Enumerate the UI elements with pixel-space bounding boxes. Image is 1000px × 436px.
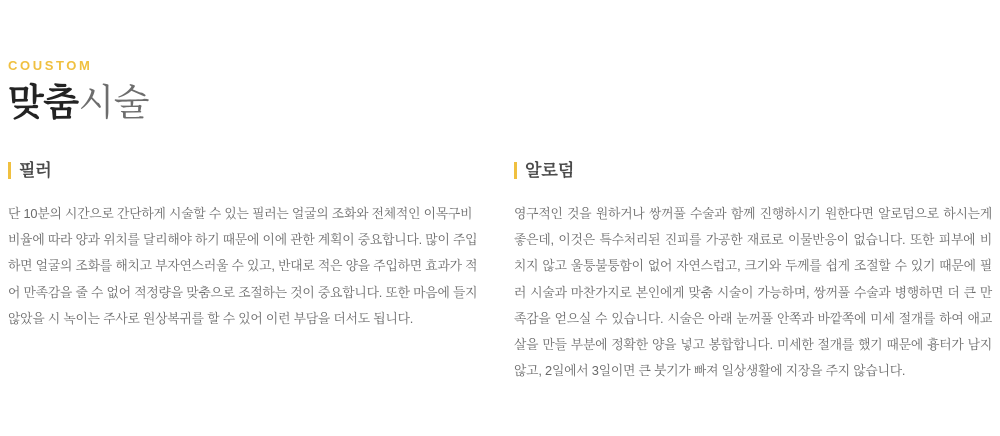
accent-bar-icon: [8, 162, 11, 179]
section-heading-alloderm: [514, 162, 992, 179]
eyebrow-label: COUSTOM: [8, 58, 93, 73]
column-filler: [8, 162, 486, 385]
page-title: [8, 80, 149, 126]
page-title-light: 시술: [78, 81, 149, 123]
section-heading-alloderm-label: 알로덤: [525, 161, 575, 180]
page-title-bold: 맞춤: [8, 81, 79, 123]
section-heading-filler-label: 필러: [19, 161, 52, 180]
content-columns: [8, 162, 992, 385]
column-alloderm: [514, 162, 992, 385]
section-body-filler: 단 10분의 시간으로 간단하게 시술할 수 있는 필러는 얼굴의 조화와 전체적인 이목구비 비율에 따라 양과 위치를 달리해야 하기 때문에 이에 관한 계획이 중요합니다. 많이 주입하면 얼굴의 조화를 해치고 부자연스러울 수 있고, 반대로 적은 양을 주입하면 효과가 적어 만족감을 줄 수 없어 적정량을 맞춤으로 조절하는 것이 중요합니다. 또한 마음에 들지 않았을 시 녹이는 주사로 원상복귀를 할 수 있어 이런 부담을 더서도 됩니다.: [8, 206, 478, 326]
accent-bar-icon: [514, 162, 517, 179]
section-heading-filler: [8, 162, 486, 179]
section-body-alloderm: 영구적인 것을 원하거나 쌍꺼풀 수술과 함께 진행하시기 원한다면 알로덤으로 하시는게 좋은데, 이것은 특수처리된 진피를 가공한 재료로 이물반응이 없습니다. 또한 피부에 비치지 않고 울퉁불퉁함이 없어 자연스럽고, 크기와 두께를 쉽게 조절할 수 있기 때문에 필러 시술과 마찬가지로 본인에게 맞춤 시술이 가능하며, 쌍꺼풀 수술과 병행하면 더 큰 만족감을 얻으실 수 있습니다. 시술은 아래 눈꺼풀 안쪽과 바깥쪽에 미세 절개를 하여 애교살을 만들 부분에 정확한 양을 넣고 봉합합니다. 미세한 절개를 했기 때문에 흉터가 남지 않고, 2일에서 3일이면 큰 붓기가 빠져 일상생활에 지장을 주지 않습니다.: [514, 206, 992, 379]
page-header: [8, 58, 149, 126]
